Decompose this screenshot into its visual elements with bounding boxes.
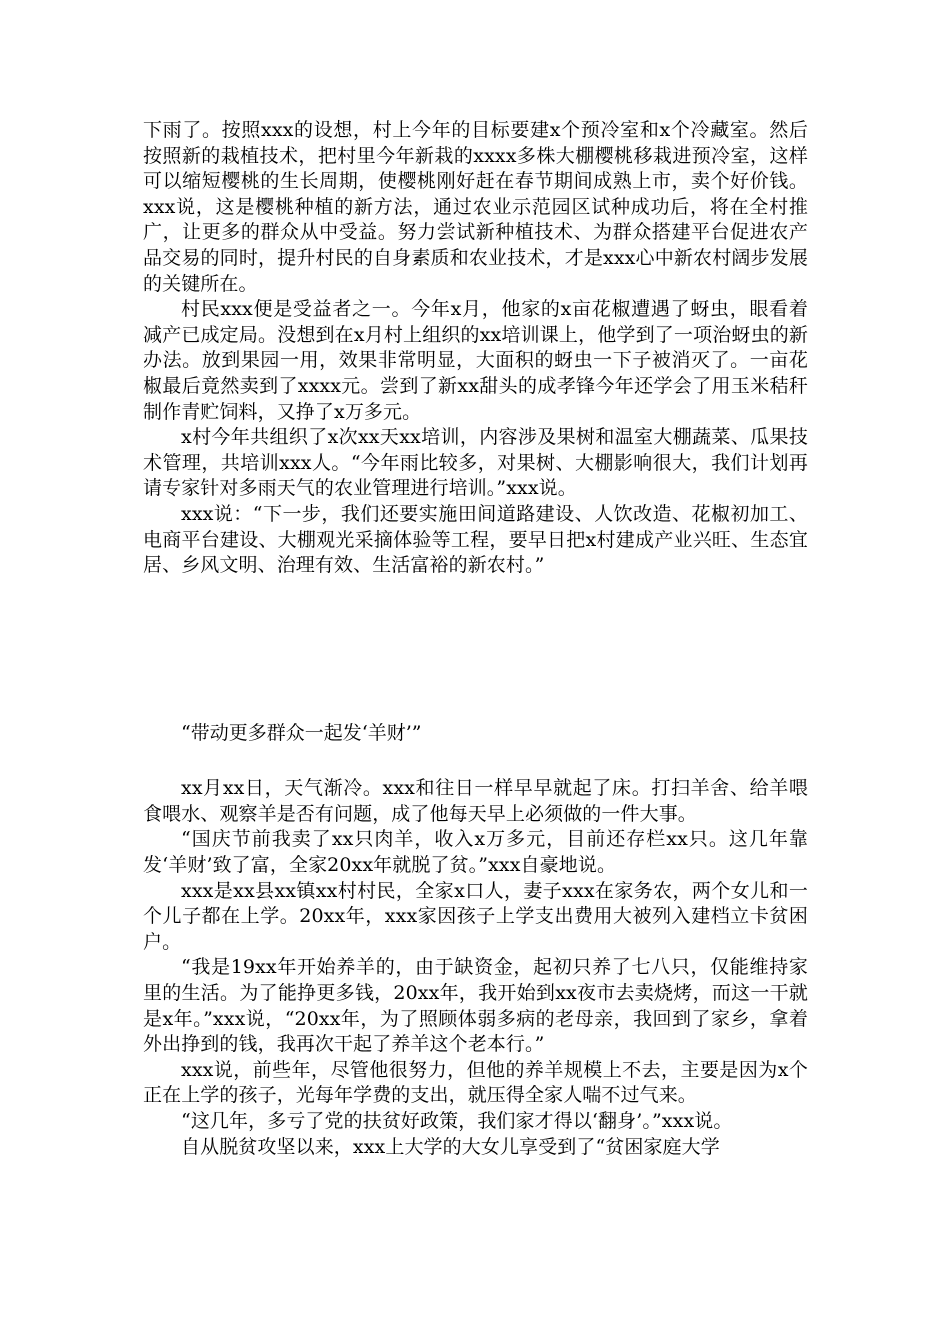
paragraph: “这几年，多亏了党的扶贫好政策，我们家才得以‘翻身’。”xxx说。 <box>181 1110 733 1132</box>
paragraph: 自从脱贫攻坚以来，xxx上大学的大女儿享受到了“贫困家庭大学 <box>181 1135 720 1158</box>
paragraph: xx月xx日，天气渐冷。xxx和往日一样早早就起了床。打扫羊舍、给羊喂食喂水、观察羊是否有问题，成了他每天早上必须做的一件大事。 <box>143 777 808 825</box>
paragraph: x村今年共组织了x次xx天xx培训，内容涉及果树和温室大棚蔬菜、瓜果技术管理，共培训xxx人。“今年雨比较多，对果树、大棚影响很大，我们计划再请专家针对多雨天气的农业管理进行培训。”xxx说。 <box>143 426 808 500</box>
spacer <box>143 746 808 776</box>
section-1 <box>143 118 808 579</box>
paragraph: “国庆节前我卖了xx只肉羊，收入x万多元，目前还存栏xx只。这几年靠发‘羊财’致了富，全家20xx年就脱了贫。”xxx自豪地说。 <box>143 828 808 877</box>
paragraph: 下雨了。按照xxx的设想，村上今年的目标要建x个预冷室和x个冷藏室。然后按照新的栽植技术，把村里今年新栽的xxxx多株大棚樱桃移栽进预冷室，这样可以缩短樱桃的生长周期，使樱桃刚好赶在春节期间成熟上市，卖个好价钱。xxx说，这是樱桃种植的新方法，通过农业示范园区试种成功后，将在全村推广，让更多的群众从中受益。努力尝试新种植技术、为群众搭建平台促进农产品交易的同时，提升村民的自身素质和农业技术，才是xxx心中新农村阔步发展的关键所在。 <box>143 119 808 295</box>
paragraph: xxx说：“下一步，我们还要实施田间道路建设、人饮改造、花椒初加工、电商平台建设、大棚观光采摘体验等工程，要早日把x村建成产业兴旺、生态宜居、乡风文明、治理有效、生活富裕的新农村。” <box>143 502 808 577</box>
document-page <box>143 118 808 1160</box>
paragraph: xxx是xx县xx镇xx村村民，全家x口人，妻子xxx在家务农，两个女儿和一个儿子都在上学。20xx年，xxx家因孩子上学支出费用大被列入建档立卡贫困户。 <box>143 879 808 953</box>
paragraph: “我是19xx年开始养羊的，由于缺资金，起初只养了七八只，仅能维持家里的生活。为了能挣更多钱，20xx年，我开始到xx夜市去卖烧烤，而这一干就是x年。”xxx说，“20xx年，为了照顾体弱多病的老母亲，我回到了家乡，拿着外出挣到的钱，我再次干起了养羊这个老本行。” <box>143 956 808 1056</box>
spacer <box>143 579 808 721</box>
section-heading: “带动更多群众一起发‘羊财’” <box>181 721 422 744</box>
paragraph: 村民xxx便是受益者之一。今年x月，他家的x亩花椒遭遇了蚜虫，眼看着减产已成定局。没想到在x月村上组织的xx培训课上，他学到了一项治蚜虫的新办法。放到果园一用，效果非常明显，大面积的蚜虫一下子被消灭了。一亩花椒最后竟然卖到了xxxx元。尝到了新xx甜头的成孝锋今年还学会了用玉米秸秆制作青贮饲料，又挣了x万多元。 <box>143 298 808 423</box>
section-2 <box>143 776 808 1160</box>
paragraph: xxx说，前些年，尽管他很努力，但他的养羊规模上不去，主要是因为x个正在上学的孩子，光每年学费的支出，就压得全家人喘不过气来。 <box>143 1058 808 1107</box>
